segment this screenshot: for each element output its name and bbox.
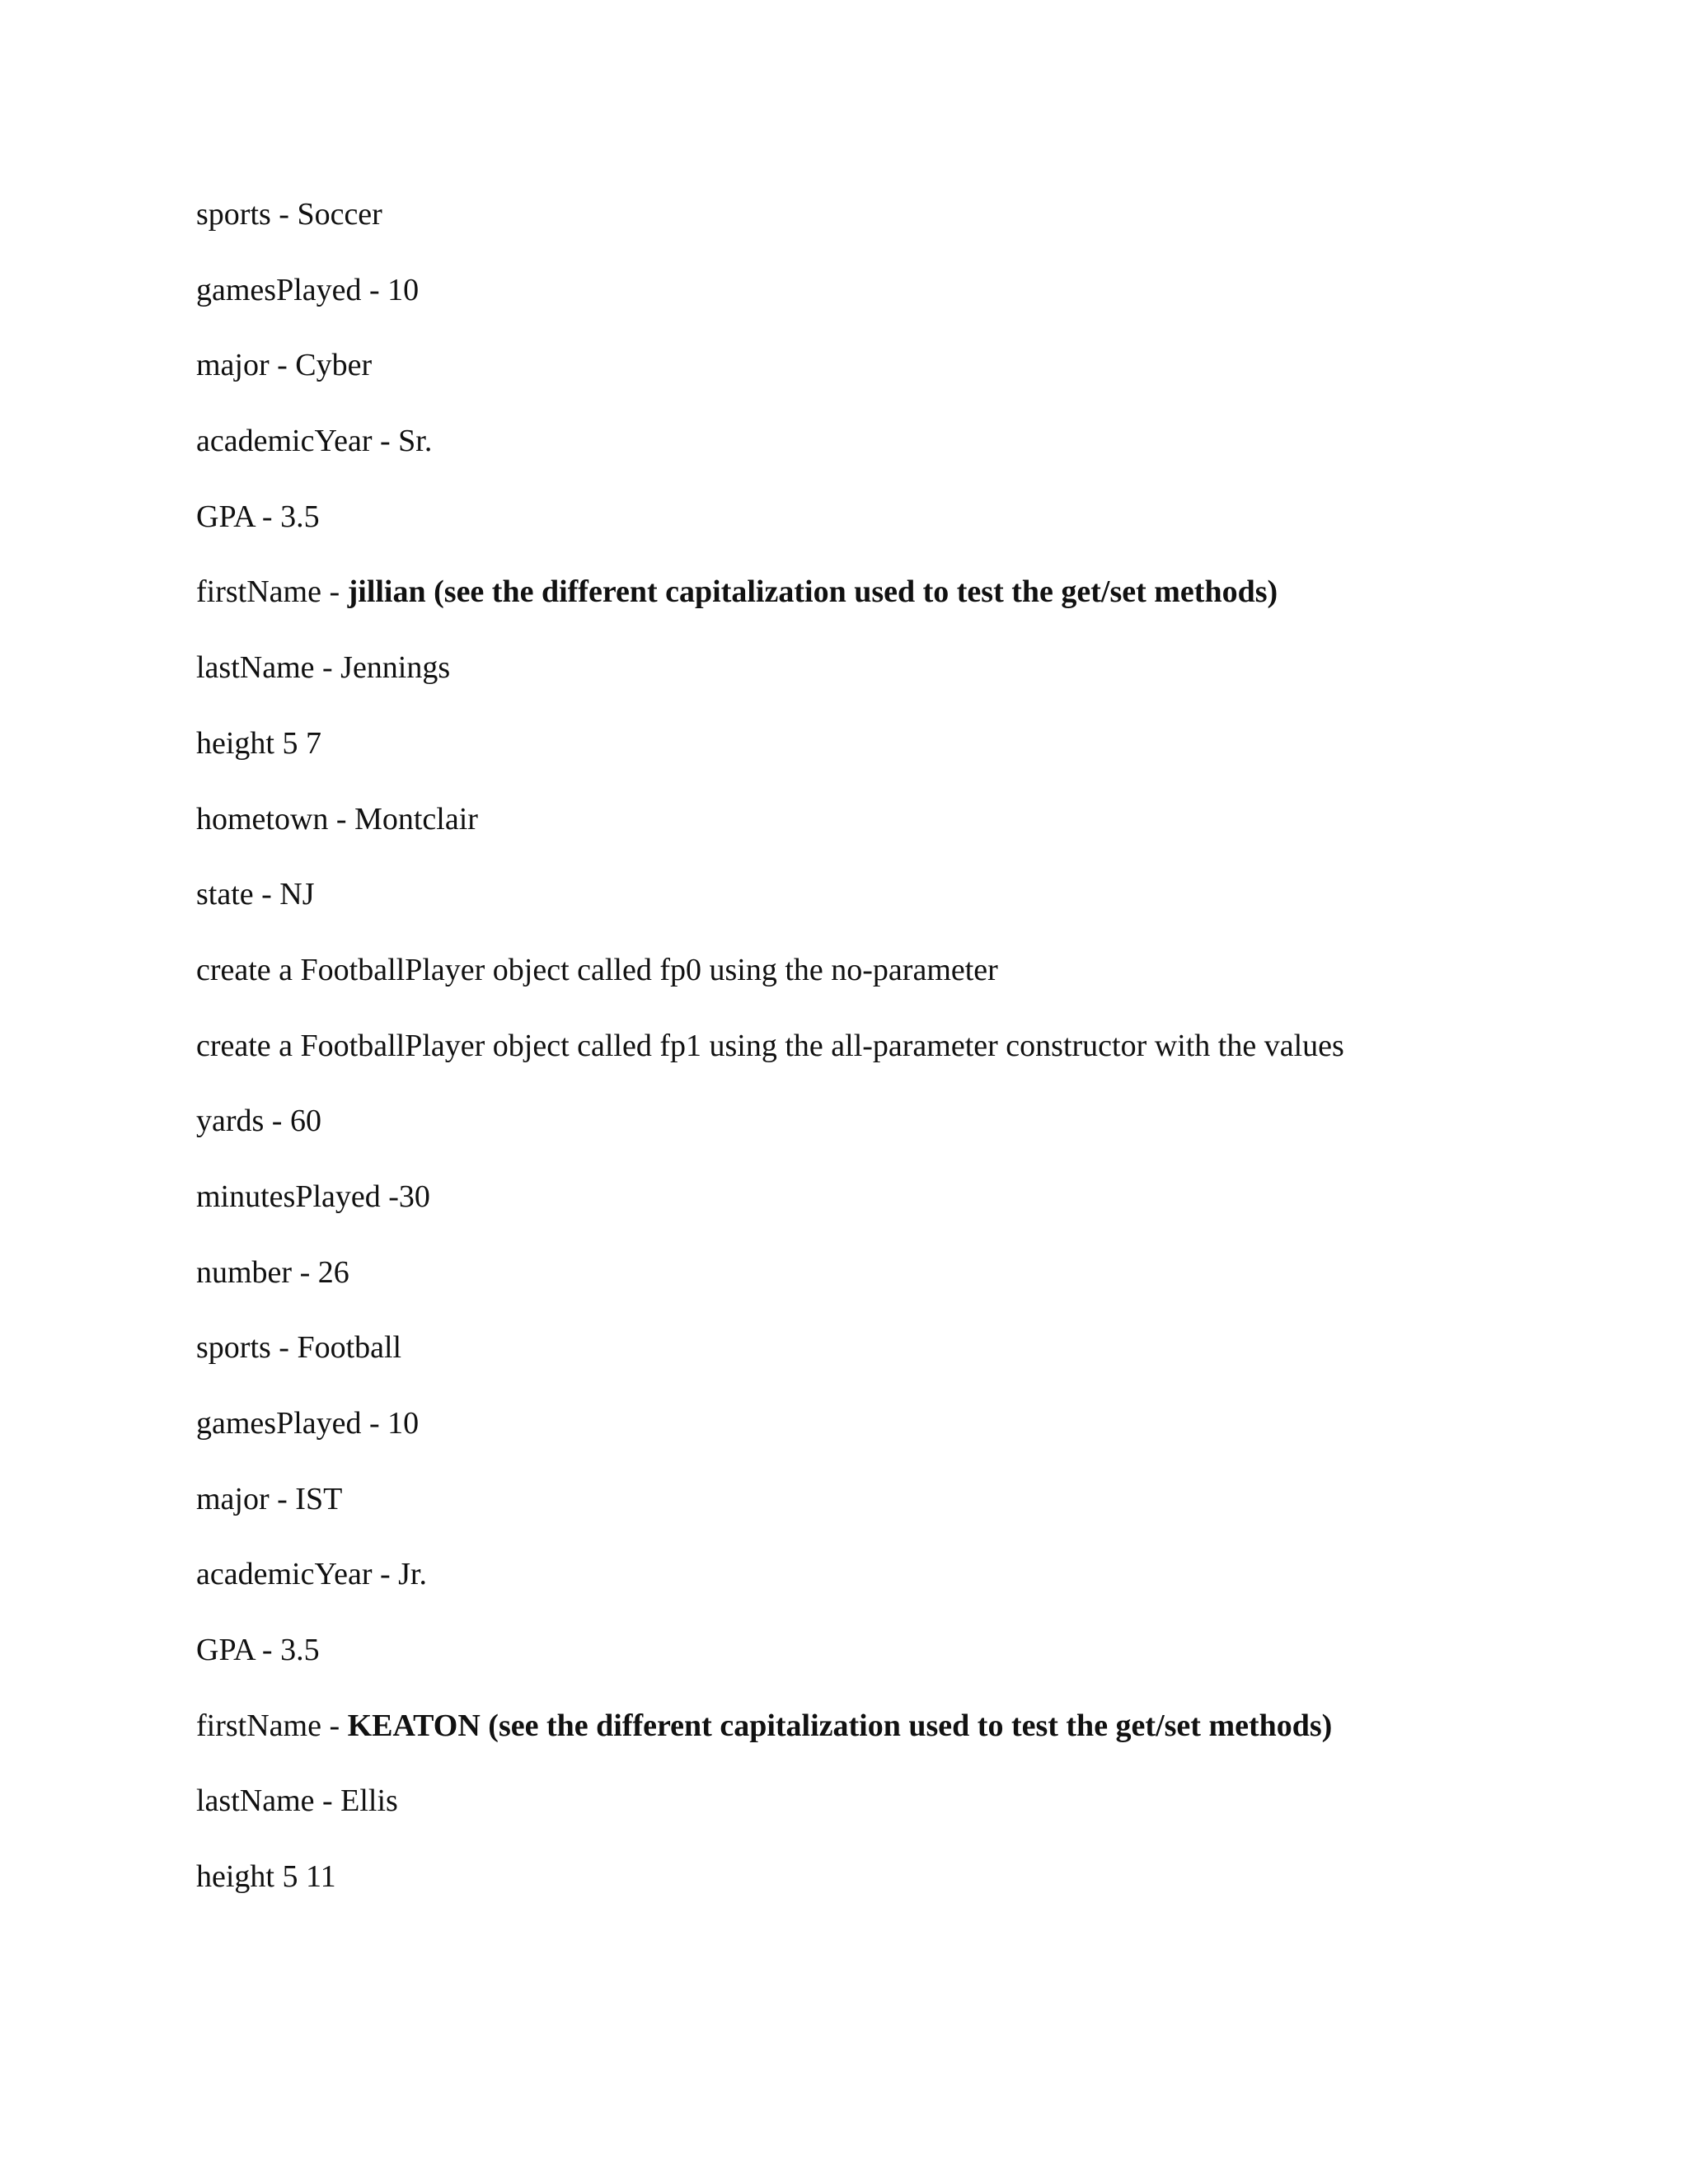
line-games-played (196, 1397, 1614, 1473)
line-yards (196, 1094, 1614, 1170)
line-text: sports - Football (196, 1330, 402, 1366)
line-number (196, 1246, 1614, 1322)
line-text: GPA - 3.5 (196, 499, 320, 534)
line-last-name (196, 641, 1614, 717)
line-text: number - 26 (196, 1254, 349, 1290)
line-height (196, 717, 1614, 793)
line-academic-year (196, 1548, 1614, 1624)
line-text: state - NJ (196, 877, 315, 912)
line-sports (196, 188, 1614, 264)
line-height (196, 1850, 1614, 1926)
line-text: height 5 7 (196, 725, 321, 761)
line-minutes-played (196, 1170, 1614, 1246)
line-state (196, 868, 1614, 944)
line-text: academicYear - Jr. (196, 1557, 427, 1592)
line-major (196, 339, 1614, 415)
line-text: lastName - Jennings (196, 650, 451, 686)
line-hometown (196, 793, 1614, 869)
line-text: major - Cyber (196, 348, 373, 383)
line-text: yards - 60 (196, 1104, 321, 1139)
line-games-played (196, 264, 1614, 340)
line-bold-text: jillian (see the different capitalization used to test the get/set methods) (347, 574, 1278, 610)
line-text: lastName - Ellis (196, 1783, 398, 1819)
line-text: academicYear - Sr. (196, 424, 433, 459)
line-create-fp0 (196, 944, 1614, 1019)
line-text: GPA - 3.5 (196, 1633, 320, 1668)
line-first-name (196, 1699, 1614, 1775)
line-gpa (196, 1624, 1614, 1699)
document-body (196, 188, 1614, 1926)
line-text: create a FootballPlayer object called fp1 using the all-parameter constructor with the values (196, 1028, 1344, 1063)
line-major (196, 1473, 1614, 1549)
line-first-name (196, 565, 1614, 641)
line-text: gamesPlayed - 10 (196, 272, 420, 307)
line-create-fp1 (196, 1019, 1614, 1095)
line-text: major - IST (196, 1481, 343, 1516)
line-last-name (196, 1774, 1614, 1850)
line-sports (196, 1321, 1614, 1397)
line-text: sports - Soccer (196, 197, 382, 232)
line-text: gamesPlayed - 10 (196, 1406, 420, 1441)
line-text: firstName - (196, 1708, 348, 1743)
line-text: create a FootballPlayer object called fp0 using the no-parameter (196, 952, 998, 987)
line-academic-year (196, 415, 1614, 490)
line-text: firstName - (196, 574, 348, 610)
line-text: height 5 11 (196, 1859, 336, 1895)
line-text: hometown - Montclair (196, 801, 478, 837)
line-bold-text: KEATON (see the different capitalization used to test the get/set methods) (347, 1708, 1333, 1743)
line-gpa (196, 490, 1614, 566)
line-text: minutesPlayed -30 (196, 1179, 430, 1214)
